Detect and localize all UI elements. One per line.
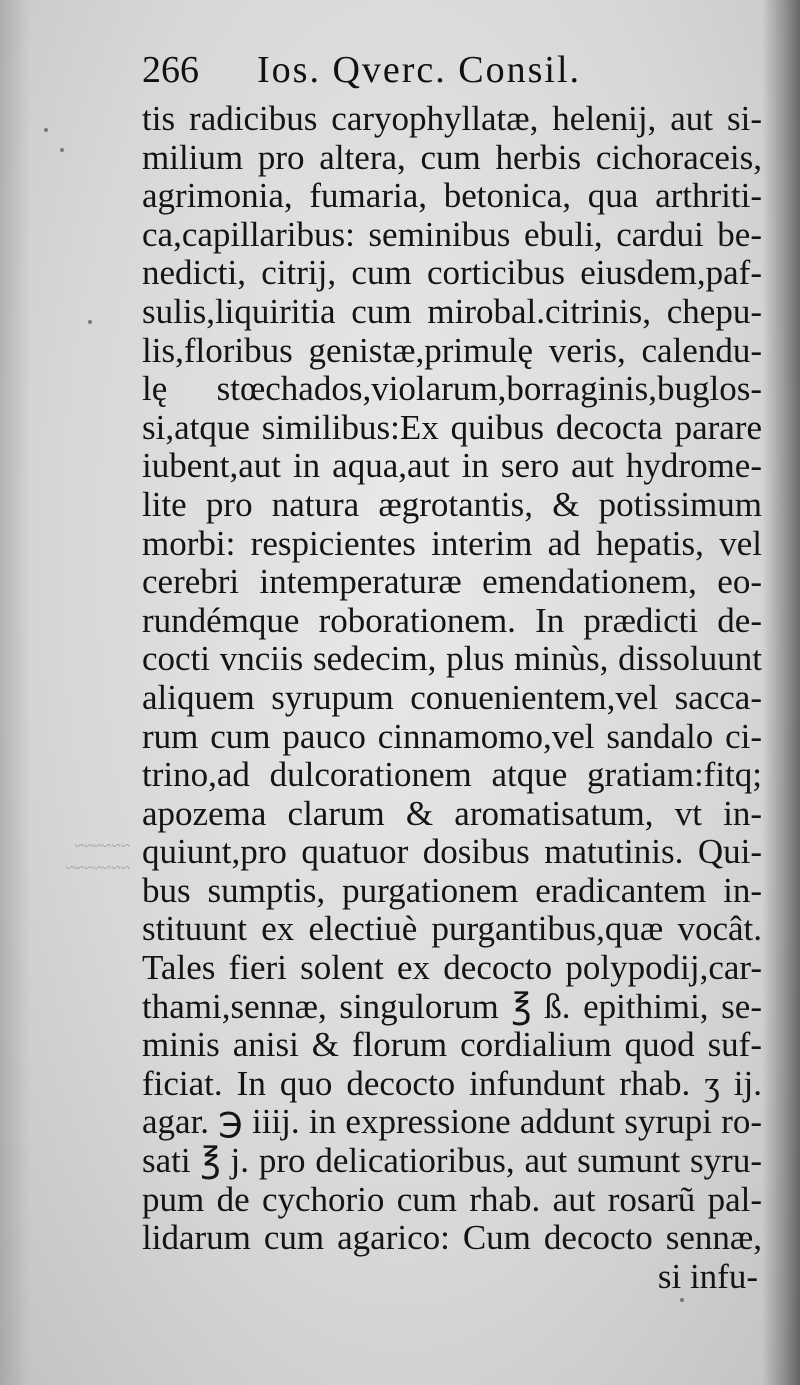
paper-speck bbox=[680, 1298, 684, 1302]
text-line: rum cum pauco cinnamomo,vel sandalo ci- bbox=[142, 716, 762, 756]
page-number: 266 bbox=[142, 49, 199, 91]
bleed-through-marginalia: ~~~~~~ ~~~~~~~ bbox=[65, 836, 130, 877]
text-line: agar. ℈ iiij. in expressione addunt syrupi ro- bbox=[142, 1102, 762, 1142]
text-line: ficiat. In quo decocto infundunt rhab. ʒ ij. bbox=[142, 1063, 762, 1103]
text-line: ca,capillaribus: seminibus ebuli, cardui be- bbox=[142, 214, 762, 254]
text-line: thami,sennæ, singulorum ℥ ß. epithimi, se- bbox=[142, 986, 762, 1026]
text-line: iubent,aut in aqua,aut in sero aut hydrome- bbox=[142, 446, 762, 486]
text-line: bus sumptis, purgationem eradicantem in- bbox=[142, 870, 762, 910]
text-line: minis anisi & florum cordialium quod suf- bbox=[142, 1025, 762, 1065]
page-edge-shadow-left bbox=[0, 0, 30, 1385]
text-line: milium pro altera, cum herbis cichoraceis, bbox=[142, 137, 762, 177]
text-line: cerebri intemperaturæ emendationem, eo- bbox=[142, 562, 762, 602]
text-line: trino,ad dulcorationem atque gratiam:fitq; bbox=[142, 755, 762, 795]
text-line: stituunt ex electiuè purgantibus,quæ vocât. bbox=[142, 909, 762, 949]
text-line: rundémque roborationem. In prædicti de- bbox=[142, 600, 762, 640]
text-line: si,atque similibus:Ex quibus decocta parare bbox=[142, 407, 762, 447]
paper-speck bbox=[60, 148, 64, 152]
text-line: apozema clarum & aromatisatum, vt in- bbox=[142, 793, 762, 833]
paper-speck bbox=[88, 320, 92, 324]
text-line: pum de cychorio cum rhab. aut rosarũ pal- bbox=[142, 1179, 762, 1219]
running-head: Ios. Qverc. Consil. bbox=[257, 49, 582, 91]
text-line: morbi: respicientes interim ad hepatis, vel bbox=[142, 523, 762, 563]
text-line: tis radicibus caryophyllatæ, helenij, aut si- bbox=[142, 99, 762, 138]
text-line: aliquem syrupum conuenientem,vel sacca- bbox=[142, 677, 762, 717]
page-edge-shadow-right bbox=[762, 0, 800, 1385]
paper-speck bbox=[44, 128, 48, 132]
text-line: nedicti, citrij, cum corticibus eiusdem,paf- bbox=[142, 253, 762, 293]
body-text bbox=[142, 100, 762, 1296]
page-header bbox=[142, 48, 642, 98]
catchword: si infu- bbox=[657, 1256, 758, 1296]
text-line: sati ℥ j. pro delicatioribus, aut sumunt syru- bbox=[142, 1141, 762, 1181]
text-line: lę stœchados,violarum,borraginis,buglos- bbox=[142, 369, 762, 409]
text-line: lis,floribus genistæ,primulę veris, calendu- bbox=[142, 330, 762, 370]
text-line: lite pro natura ægrotantis, & potissimum bbox=[142, 484, 762, 524]
text-line: Tales fieri solent ex decocto polypodij,car- bbox=[142, 948, 762, 988]
text-line: lidarum cum agarico: Cum decocto sennæ, bbox=[142, 1218, 762, 1258]
text-line: quiunt,pro quatuor dosibus matutinis. Qui- bbox=[142, 832, 762, 872]
text-line: agrimonia, fumaria, betonica, qua arthriti- bbox=[142, 176, 762, 216]
text-line: cocti vnciis sedecim, plus minùs, dissoluunt bbox=[142, 639, 762, 679]
text-line: sulis,liquiritia cum mirobal.citrinis, chepu- bbox=[142, 291, 762, 331]
